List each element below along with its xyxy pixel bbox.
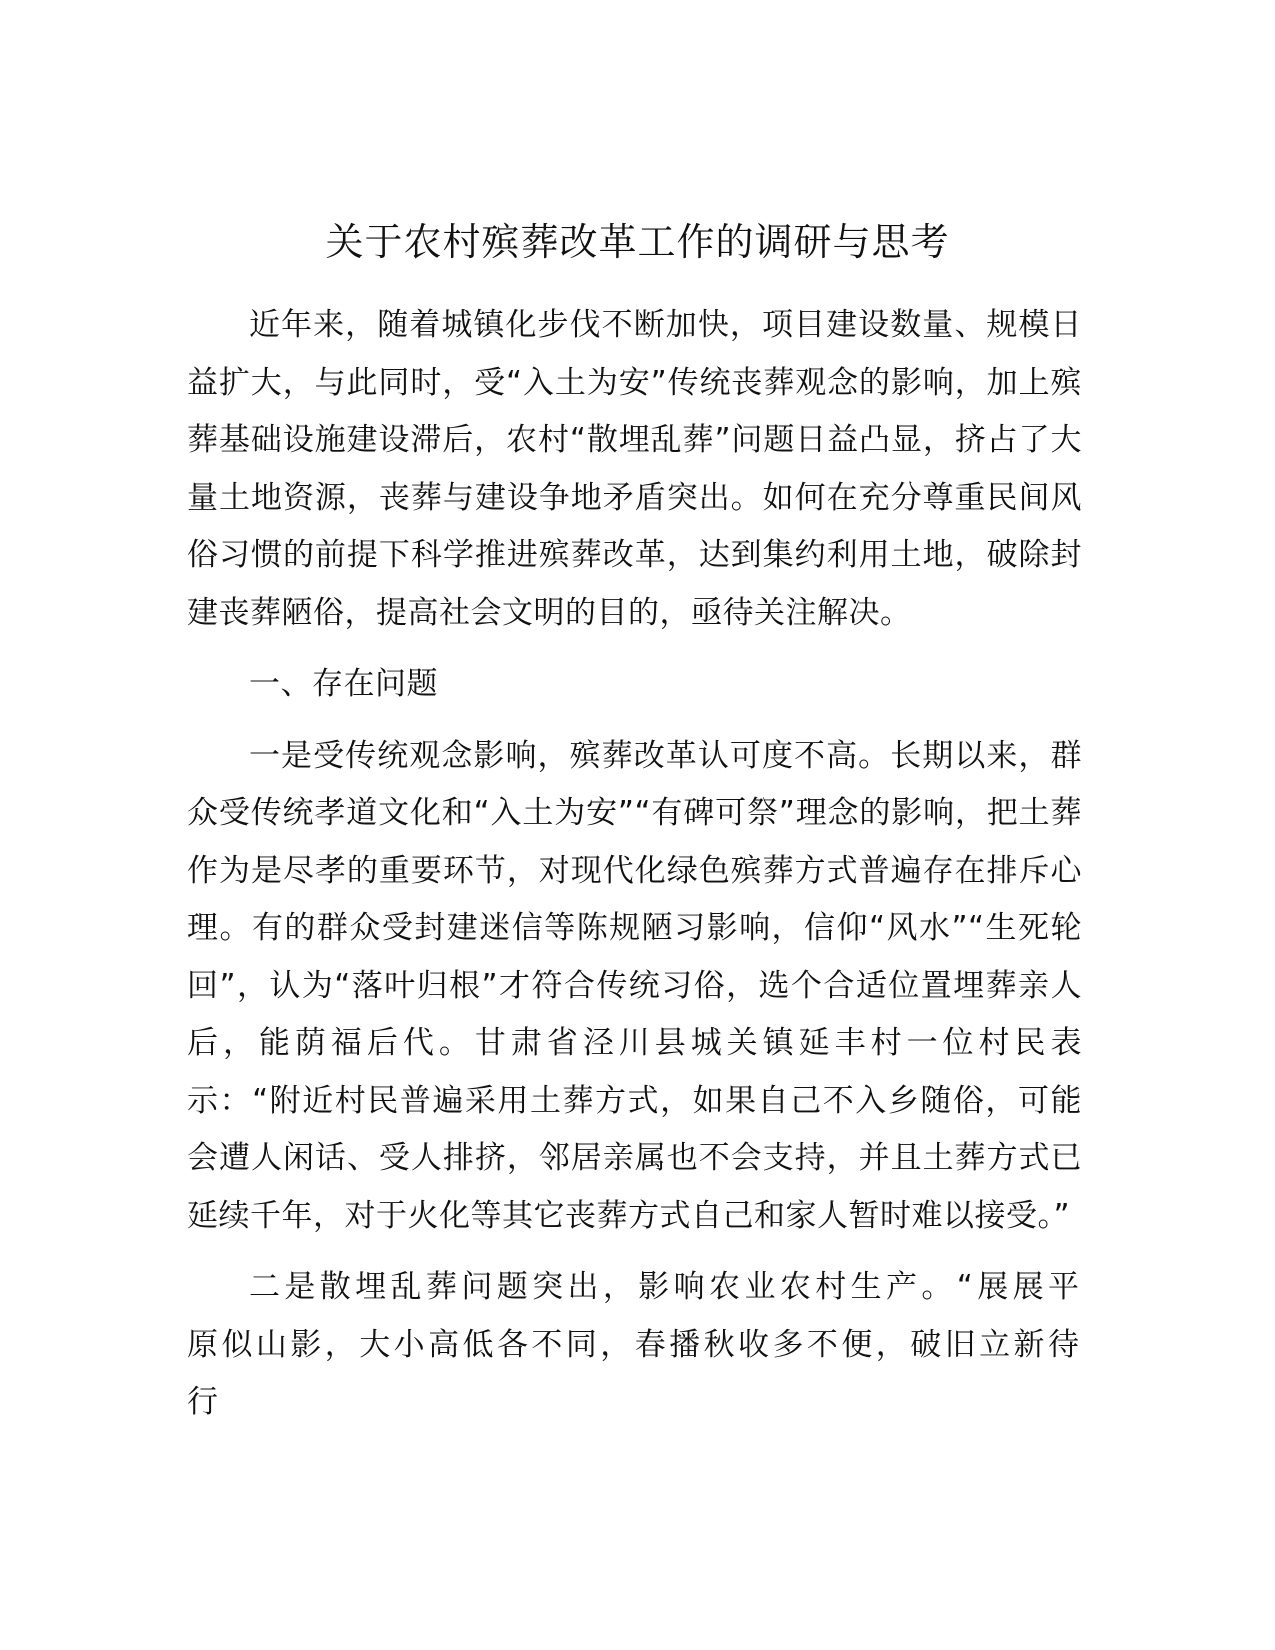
document-body bbox=[187, 297, 1082, 1432]
problem-paragraph-2: 二是散埋乱葬问题突出，影响农业农村生产。“展展平原似山影，大小高低各不同，春播秋收多不便，破旧立新待行 bbox=[187, 1269, 1082, 1420]
problem-paragraph-1: 一是受传统观念影响，殡葬改革认可度不高。长期以来，群众受传统孝道文化和“入土为安”“有碑可祭”理念的影响，把土葬作为是尽孝的重要环节，对现代化绿色殡葬方式普遍存在排斥心理。有的群众受封建迷信等陈规陋习影响，信仰“风水”“生死轮回”，认为“落叶归根”才符合传统习俗，选个合适位置埋葬亲人后，能荫福后代。甘肃省泾川县城关镇延丰村一位村民表示：“附近村民普遍采用土葬方式，如果自己不入乡随俗，可能会遭人闲话、受人排挤，邻居亲属也不会支持，并且土葬方式已延续千年，对于火化等其它丧葬方式自己和家人暂时难以接受。” bbox=[187, 737, 1082, 1234]
section-heading-existing-problems: 一、存在问题 bbox=[249, 666, 438, 702]
intro-paragraph: 近年来，随着城镇化步伐不断加快，项目建设数量、规模日益扩大，与此同时，受“入土为安”传统丧葬观念的影响，加上殡葬基础设施建设滞后，农村“散埋乱葬”问题日益凸显，挤占了大量土地资源，丧葬与建设争地矛盾突出。如何在充分尊重民间风俗习惯的前提下科学推进殡葬改革，达到集约利用土地，破除封建丧葬陋俗，提高社会文明的目的，亟待关注解决。 bbox=[187, 307, 1082, 631]
document-title: 关于农村殡葬改革工作的调研与思考 bbox=[325, 220, 950, 264]
